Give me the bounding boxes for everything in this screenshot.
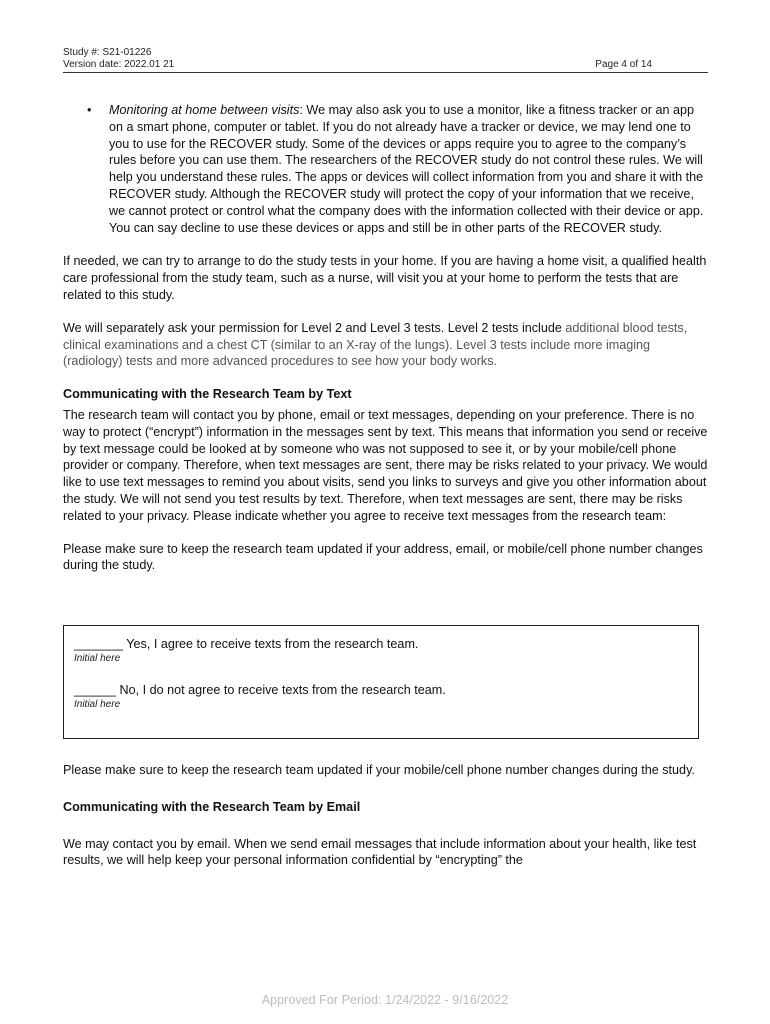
- header-divider: [63, 72, 708, 73]
- document-header: [63, 47, 174, 71]
- monitoring-bullet: [63, 102, 711, 236]
- update-contact-paragraph: Please make sure to keep the research team updated if your address, email, or mobile/cell phone number changes during the study.: [63, 541, 703, 573]
- text-section-body: The research team will contact you by phone, email or text messages, depending on your preference. There is no way to protect (“encrypt”) information in the messages sent by text. This means that information you send or receive by text message could be looked at by someone who was not supposed to see it, or by your mobile/cell phone provider or company. Therefore, when text messages are sent, there may be risks related to your privacy. We would like to use text messages to remind you about visits, send you links to surveys and give you other information about the study. We will not send you test results by text. Therefore, when text messages are sent, there may be risks related to your privacy. Please indicate whether you agree to receive text messages from the research team:: [63, 407, 708, 523]
- approval-footer: Approved For Period: 1/24/2022 - 9/16/2022: [261, 993, 509, 1007]
- bullet-icon: •: [87, 103, 92, 117]
- consent-yes-line[interactable]: _______ Yes, I agree to receive texts from the research team.: [74, 637, 419, 651]
- bullet-heading: Monitoring at home between visits: [109, 103, 300, 117]
- levels-detail: additional blood tests, clinical examinations and a chest CT (similar to an X-ray of the lungs). Level 3 tests include more imaging (radiology) tests and more advanced procedures to see how your body works.: [63, 320, 688, 369]
- text-consent-box: [63, 625, 699, 739]
- version-date: Version date: 2022.01 21: [63, 59, 175, 70]
- email-section-body: We may contact you by email. When we send email messages that include information about your health, like test results, we will help keep your personal information confidential by “encrypting” the: [63, 836, 697, 868]
- home-visit-paragraph: If needed, we can try to arrange to do the study tests in your home. If you are having a home visit, a qualified health care professional from the study team, such as a nurse, will visit you at your home to perform the tests that are related to this study.: [63, 254, 707, 302]
- initial-here-label: Initial here: [74, 653, 121, 664]
- consent-no-line[interactable]: ______ No, I do not agree to receive texts from the research team.: [74, 683, 446, 697]
- document-body-lower: [63, 762, 711, 869]
- page-number: Page 4 of 14: [595, 59, 652, 70]
- document-body: [63, 102, 711, 574]
- initial-here-label: Initial here: [74, 699, 121, 710]
- study-number: Study #: S21-01226: [63, 47, 152, 58]
- levels-paragraph: [63, 320, 711, 370]
- bullet-text: : We may also ask you to use a monitor, like a fitness tracker or an app on a smart phone, computer or tablet. If you do not already have a tracker or device, we may lend one to you to use for the RECOVER study. Some of the devices or apps require you to agree to the company’s rules before you can use them. The researchers of the RECOVER study do not control these rules. We will help you understand these rules. The apps or devices will collect information from you and share it with the RECOVER study. Although the RECOVER study will protect the copy of your information that we receive, we cannot protect or control what the company does with the information collected with their device or app. You can say decline to use these devices or apps and still be in other parts of the RECOVER study.: [109, 103, 704, 235]
- text-section-heading: Communicating with the Research Team by Text: [63, 387, 352, 402]
- email-section-heading: Communicating with the Research Team by Email: [63, 799, 361, 814]
- update-phone-paragraph: Please make sure to keep the research team updated if your mobile/cell phone number changes during the study.: [63, 763, 695, 777]
- levels-intro: We will separately ask your permission for Level 2 and Level 3 tests. Level 2 tests include: [63, 320, 566, 335]
